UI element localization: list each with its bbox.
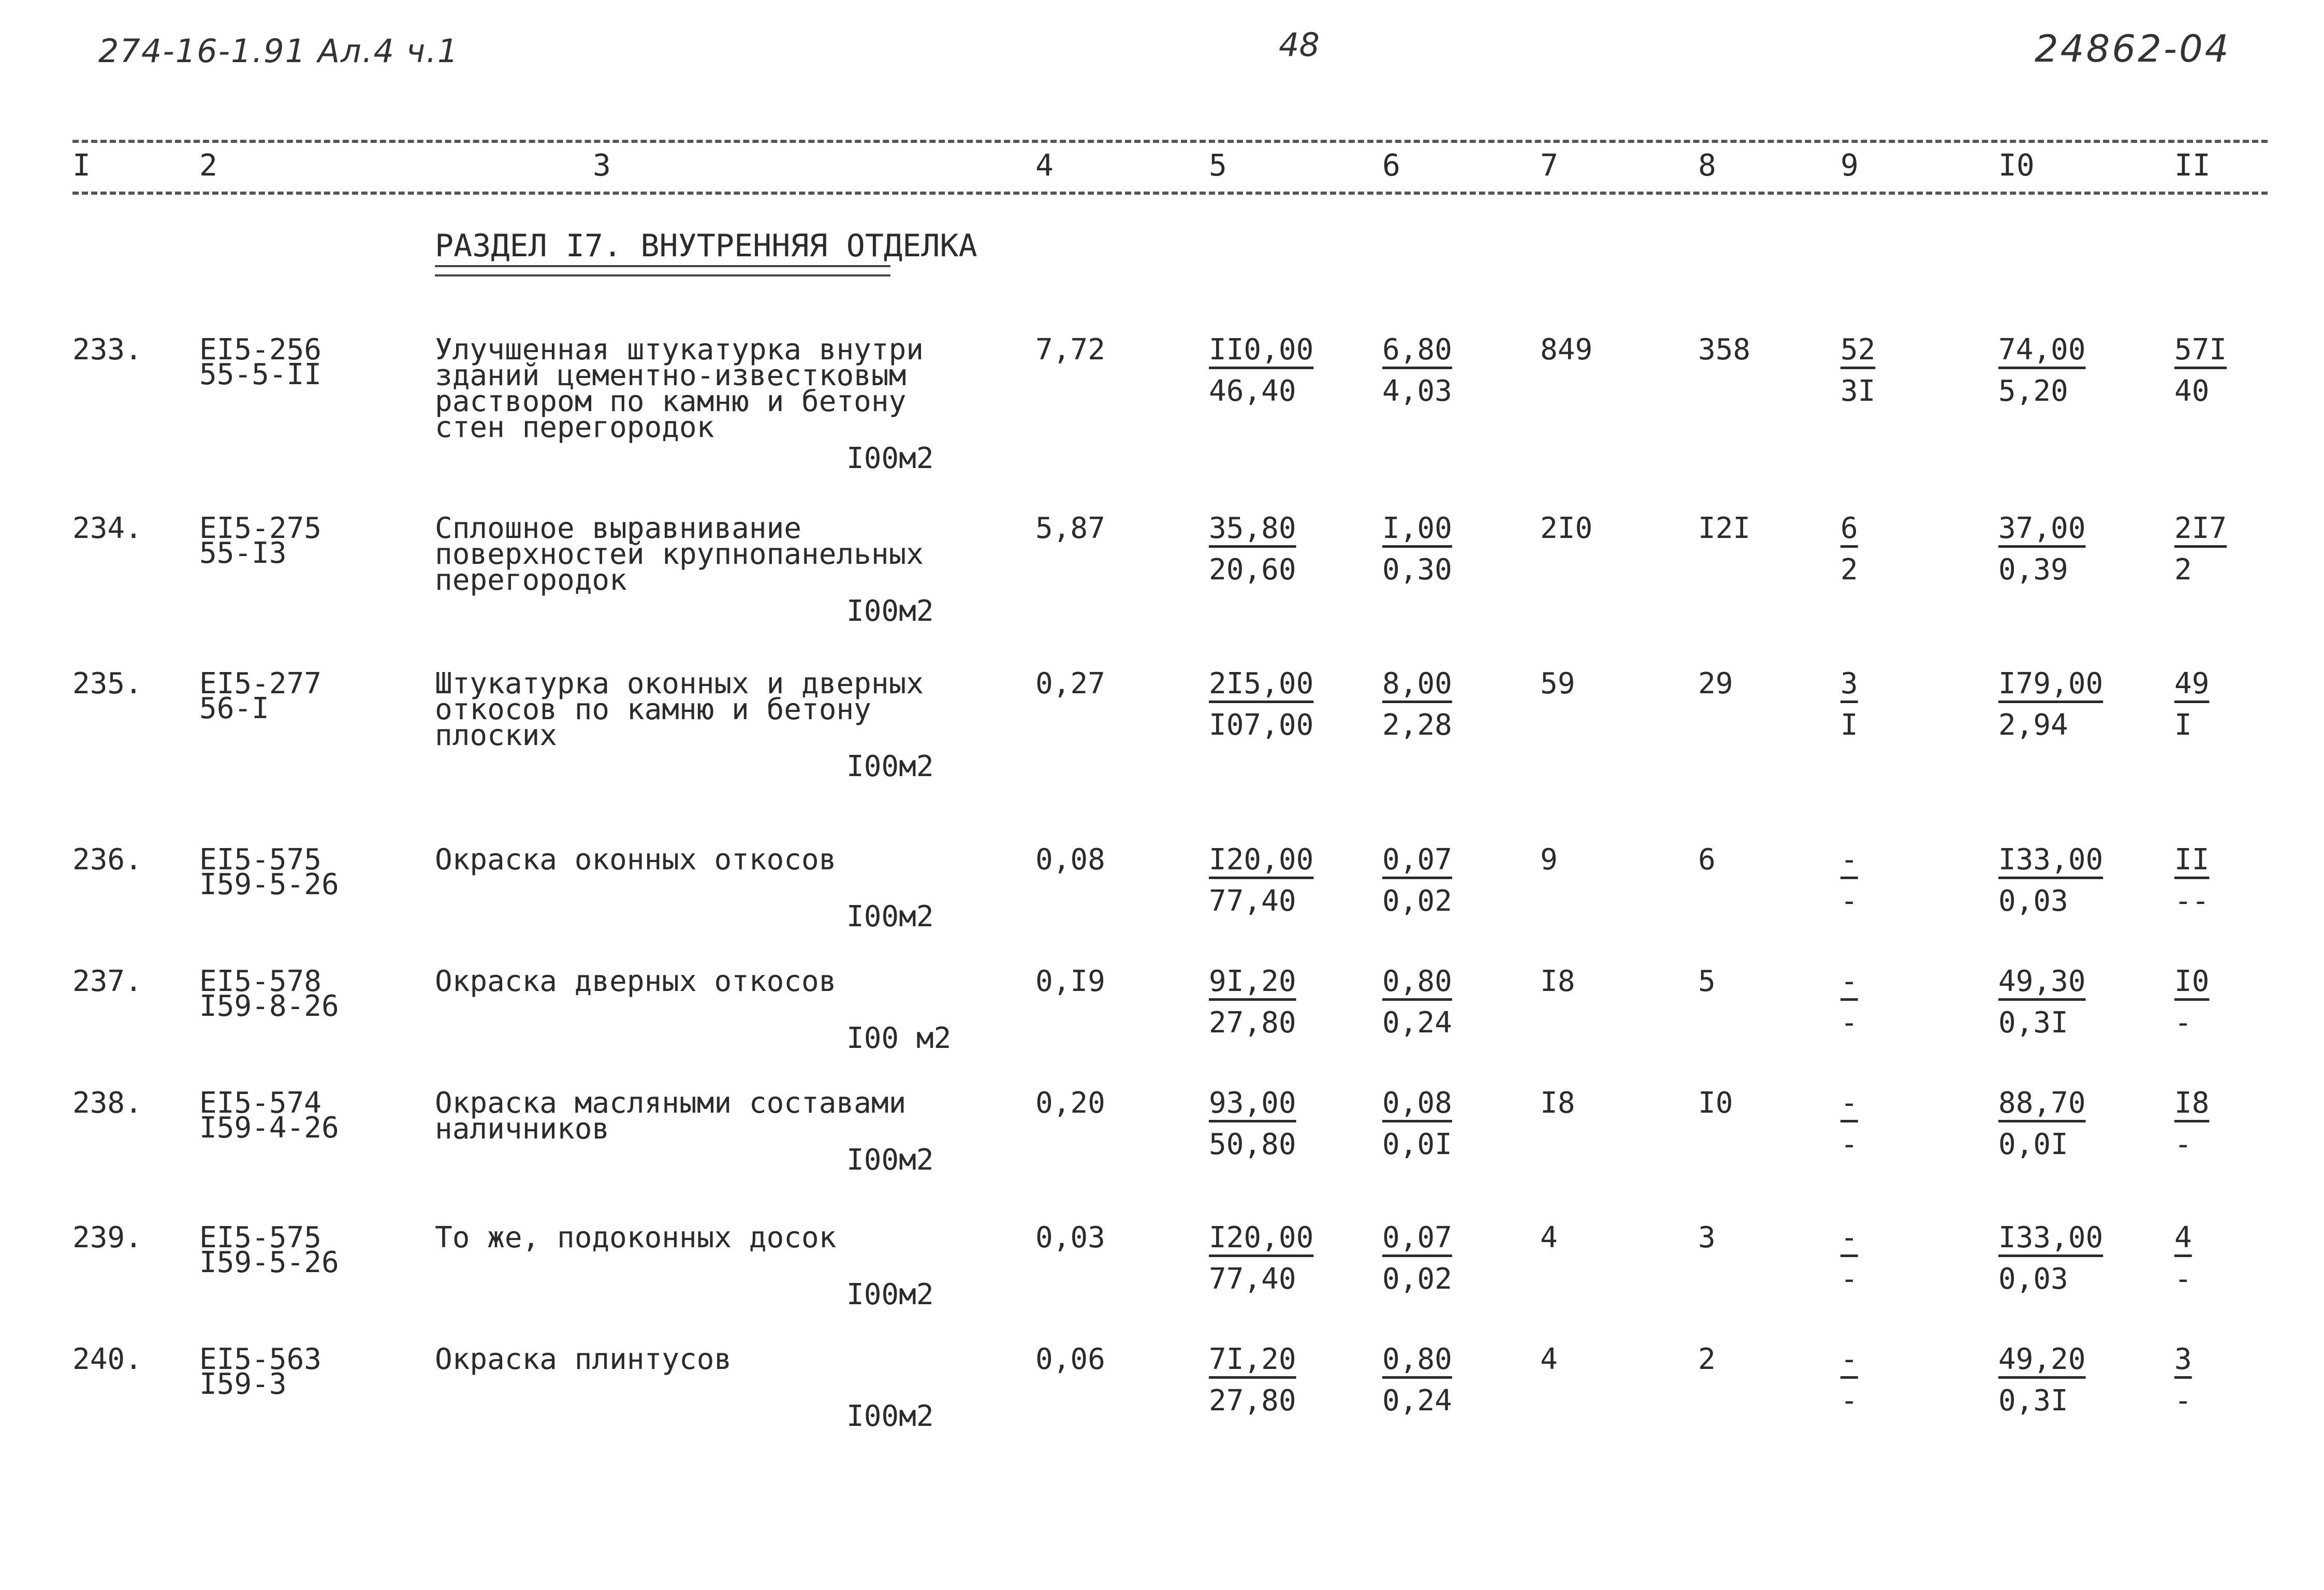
rate-code-sub: I59-4-26 [199,1111,339,1145]
value-c10-top: I79,00 [1998,667,2103,701]
quantity-value: 0,20 [1035,1086,1105,1120]
value-c5-top: 9I,20 [1209,965,1296,998]
value-c6-top: 6,80 [1382,333,1452,367]
column-number: I [72,148,91,183]
value-c11-bottom: - [2174,1006,2192,1040]
value-c9-top: 52 [1840,333,1876,367]
work-description: поверхностей крупнопанельных [435,537,924,571]
quantity-value: 0,I9 [1035,965,1105,998]
value-c5-top: 7I,20 [1209,1343,1296,1376]
value-c9-top: 3 [1840,667,1858,701]
value-c10-bottom: 0,3I [1998,1006,2068,1040]
page-number: 48 [1279,26,1320,64]
value-c5-top: 2I5,00 [1209,667,1314,701]
value-c11-top: 2I7 [2174,512,2227,545]
unit-of-measure: I00м2 [846,900,934,933]
rate-code-sub: 55-I3 [199,536,287,570]
quantity-value: 7,72 [1035,333,1105,367]
value-c5-top: I20,00 [1209,1221,1314,1255]
value-c9-bottom: - [1840,1006,1858,1040]
value-c6-bottom: 0,02 [1382,1262,1452,1296]
value-c11-top: I8 [2174,1086,2210,1120]
work-description: раствором по камню и бетону [435,385,907,418]
value-c11-bottom: - [2174,1262,2192,1296]
value-c5-top: II0,00 [1209,333,1314,367]
value-c7: I8 [1540,1086,1575,1120]
value-c11-bottom: 2 [2174,553,2192,587]
value-c5-top: I20,00 [1209,843,1314,877]
rate-code-sub: 55-5-II [199,358,322,391]
column-number: 8 [1698,148,1716,183]
rate-code: EI5-574 [199,1086,322,1120]
value-c5-bottom: 27,80 [1209,1384,1296,1418]
rate-code: EI5-575 [199,1221,322,1255]
unit-of-measure: I00 м2 [846,1022,952,1055]
row-number: 234. [72,512,142,545]
column-number: 6 [1382,148,1400,183]
value-c10-bottom: 0,03 [1998,884,2068,918]
value-c8: 2 [1698,1343,1716,1376]
row-number: 236. [72,843,142,877]
value-c7: 59 [1540,667,1575,701]
row-number: 235. [72,667,142,701]
value-c9-top: - [1840,1086,1858,1120]
unit-of-measure: I00м2 [846,594,934,628]
value-c9-bottom: - [1840,1262,1858,1296]
value-c6-top: 0,07 [1382,843,1452,877]
value-c11-bottom: - [2174,1384,2192,1418]
value-c6-top: 0,08 [1382,1086,1452,1120]
work-description: откосов по камню и бетону [435,693,871,726]
value-c8: 5 [1698,965,1716,998]
value-c10-bottom: 5,20 [1998,374,2068,408]
rate-code: EI5-563 [199,1343,322,1376]
value-c10-top: I33,00 [1998,1221,2103,1255]
rate-code: EI5-277 [199,667,322,701]
value-c11-top: II [2174,843,2210,877]
quantity-value: 0,27 [1035,667,1105,701]
value-c6-bottom: 0,0I [1382,1128,1452,1161]
value-c9-bottom: - [1840,884,1858,918]
value-c5-bottom: 77,40 [1209,884,1296,918]
value-c6-top: I,00 [1382,512,1452,545]
value-c6-top: 8,00 [1382,667,1452,701]
value-c8: I0 [1698,1086,1733,1120]
column-number: 3 [593,148,611,183]
value-c11-bottom: -- [2174,884,2210,918]
rate-code-sub: I59-8-26 [199,989,339,1023]
header-rule-top [72,140,2268,143]
value-c10-bottom: 0,0I [1998,1128,2068,1161]
value-c8: I2I [1698,512,1751,545]
value-c6-bottom: 0,02 [1382,884,1452,918]
value-c11-top: 4 [2174,1221,2192,1255]
value-c8: 3 [1698,1221,1716,1255]
work-description: Окраска масляными составами [435,1086,907,1120]
rate-code-sub: I59-5-26 [199,1246,339,1279]
row-number: 239. [72,1221,142,1255]
work-description: Окраска оконных откосов [435,843,837,877]
value-c6-bottom: 2,28 [1382,708,1452,742]
row-number: 233. [72,333,142,367]
value-c7: I8 [1540,965,1575,998]
value-c10-top: 49,30 [1998,965,2086,998]
document-code: 24862-04 [2035,27,2231,70]
value-c5-top: 35,80 [1209,512,1296,545]
value-c7: 2I0 [1540,512,1593,545]
value-c10-top: 74,00 [1998,333,2086,367]
rate-code: EI5-575 [199,843,322,877]
value-c10-top: 88,70 [1998,1086,2086,1120]
value-c8: 358 [1698,333,1751,367]
column-number: 7 [1540,148,1558,183]
value-c9-top: 6 [1840,512,1858,545]
value-c5-top: 93,00 [1209,1086,1296,1120]
section-title-underline [435,265,890,276]
value-c7: 9 [1540,843,1558,877]
value-c11-top: 49 [2174,667,2210,701]
value-c11-top: 3 [2174,1343,2192,1376]
value-c9-top: - [1840,843,1858,877]
column-number: 9 [1840,148,1859,183]
work-description: зданий цементно-известковым [435,359,907,392]
work-description: наличников [435,1112,610,1146]
unit-of-measure: I00м2 [846,442,934,475]
work-description: То же, подоконных досок [435,1221,837,1255]
value-c10-bottom: 0,39 [1998,553,2068,587]
value-c10-top: 37,00 [1998,512,2086,545]
rate-code: EI5-578 [199,965,322,998]
value-c5-bottom: I07,00 [1209,708,1314,742]
value-c5-bottom: 46,40 [1209,374,1296,408]
value-c6-bottom: 0,24 [1382,1006,1452,1040]
work-description: Окраска плинтусов [435,1343,732,1376]
value-c5-bottom: 20,60 [1209,553,1296,587]
value-c5-bottom: 50,80 [1209,1128,1296,1161]
value-c9-bottom: - [1840,1128,1858,1161]
work-description: Сплошное выравнивание [435,512,802,545]
section-title: РАЗДЕЛ I7. ВНУТРЕННЯЯ ОТДЕЛКА [435,228,977,264]
rate-code-sub: 56-I [199,692,269,725]
column-number: 4 [1035,148,1054,183]
row-number: 238. [72,1086,142,1120]
row-number: 237. [72,965,142,998]
work-description: Улучшенная штукатурка внутри [435,333,924,367]
value-c11-bottom: - [2174,1128,2192,1161]
value-c6-top: 0,80 [1382,1343,1452,1376]
value-c6-top: 0,07 [1382,1221,1452,1255]
rate-code: EI5-256 [199,333,322,367]
document-reference: 274-16-1.91 Ал.4 ч.1 [98,32,459,70]
value-c8: 6 [1698,843,1716,877]
value-c9-bottom: - [1840,1384,1858,1418]
value-c6-bottom: 0,24 [1382,1384,1452,1418]
value-c6-bottom: 0,30 [1382,553,1452,587]
value-c11-top: I0 [2174,965,2210,998]
value-c10-bottom: 0,03 [1998,1262,2068,1296]
column-number: I0 [1998,148,2035,183]
quantity-value: 0,06 [1035,1343,1105,1376]
value-c10-top: 49,20 [1998,1343,2086,1376]
unit-of-measure: I00м2 [846,1399,934,1433]
value-c9-top: - [1840,965,1858,998]
work-description: плоских [435,719,558,752]
value-c10-bottom: 2,94 [1998,708,2068,742]
value-c11-bottom: I [2174,708,2192,742]
column-number: 2 [199,148,217,183]
work-description: перегородок [435,563,627,597]
row-number: 240. [72,1343,142,1376]
value-c6-bottom: 4,03 [1382,374,1452,408]
value-c9-top: - [1840,1343,1858,1376]
value-c6-top: 0,80 [1382,965,1452,998]
value-c9-bottom: I [1840,708,1858,742]
value-c11-bottom: 40 [2174,374,2210,408]
unit-of-measure: I00м2 [846,1278,934,1311]
value-c5-bottom: 27,80 [1209,1006,1296,1040]
header-rule-bottom [72,192,2268,195]
value-c9-bottom: 3I [1840,374,1876,408]
value-c9-bottom: 2 [1840,553,1858,587]
value-c7: 4 [1540,1221,1558,1255]
value-c10-bottom: 0,3I [1998,1384,2068,1418]
quantity-value: 0,08 [1035,843,1105,877]
column-number: 5 [1209,148,1227,183]
value-c9-top: - [1840,1221,1858,1255]
rate-code: EI5-275 [199,512,322,545]
work-description: стен перегородок [435,411,714,444]
quantity-value: 0,03 [1035,1221,1105,1255]
value-c7: 4 [1540,1343,1558,1376]
value-c7: 849 [1540,333,1593,367]
value-c11-top: 57I [2174,333,2227,367]
work-description: Окраска дверных откосов [435,965,837,998]
rate-code-sub: I59-3 [199,1367,287,1401]
value-c8: 29 [1698,667,1733,701]
quantity-value: 5,87 [1035,512,1105,545]
rate-code-sub: I59-5-26 [199,868,339,901]
unit-of-measure: I00м2 [846,750,934,783]
unit-of-measure: I00м2 [846,1143,934,1177]
work-description: Штукатурка оконных и дверных [435,667,924,701]
column-number: II [2174,148,2211,183]
value-c10-top: I33,00 [1998,843,2103,877]
value-c5-bottom: 77,40 [1209,1262,1296,1296]
